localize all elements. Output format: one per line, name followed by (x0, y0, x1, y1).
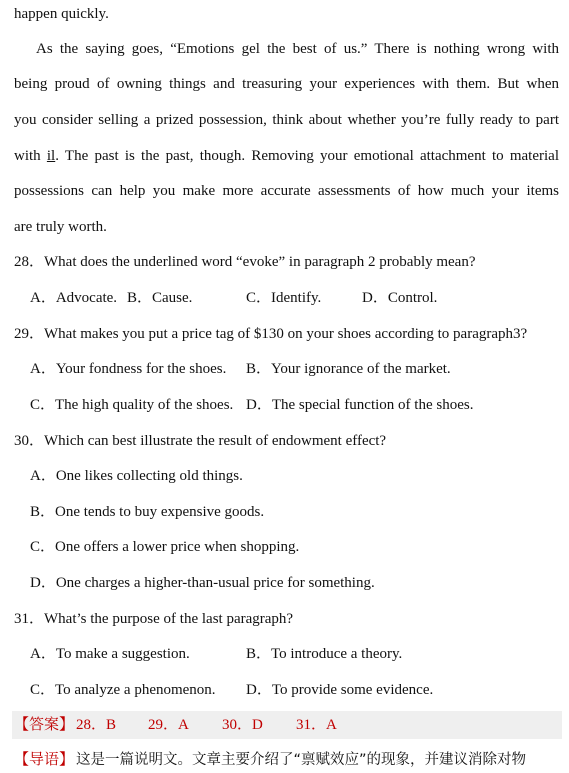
option-b: B．Your ignorance of the market. (246, 361, 451, 377)
option-a: A．One likes collecting old things. (30, 468, 243, 484)
passage-line: happen quickly. (14, 6, 109, 22)
option-a: A．Advocate. (30, 290, 118, 306)
question-stem: 28．What does the underlined word “evoke” in paragraph 2 probably mean? (14, 254, 476, 270)
option-b: B．Cause. (127, 290, 193, 306)
passage-text: with (14, 148, 47, 164)
passage-line: you consider selling a prized possession, think about whether you’re fully ready to part (14, 112, 559, 128)
question-stem: 31．What’s the purpose of the last paragraph? (14, 611, 294, 627)
guide-text: 这是一篇说明文。文章主要介绍了“禀赋效应”的现象，并建议消除对物 (76, 752, 527, 768)
option-b: B．One tends to buy expensive goods. (30, 504, 265, 520)
option-d: D．The special function of the shoes. (246, 397, 474, 413)
option-d: D．Control. (362, 290, 438, 306)
option-c: C．The high quality of the shoes. (30, 397, 234, 413)
answer-item: 28．B (76, 717, 117, 733)
option-d: D．To provide some evidence. (246, 682, 434, 698)
passage-line (14, 146, 559, 166)
passage-text: . The past is the past, though. Removing your emotional attachment to material (55, 148, 559, 164)
passage-line: are truly worth. (14, 219, 107, 235)
guide-label: 【导语】 (14, 752, 75, 768)
option-a: A．Your fondness for the shoes. (30, 361, 227, 377)
option-b: B．To introduce a theory. (246, 646, 403, 662)
passage-line: possessions can help you make more accurate assessments of how much your items (14, 183, 559, 199)
answer-item: 31．A (296, 717, 337, 733)
option-c: C．Identify. (246, 290, 322, 306)
passage-line: As the saying goes, “Emotions gel the best of us.” There is nothing wrong with (36, 41, 559, 57)
option-d: D．One charges a higher-than-usual price for something. (30, 575, 375, 591)
option-c: C．To analyze a phenomenon. (30, 682, 216, 698)
answer-item: 30．D (222, 717, 263, 733)
option-a: A．To make a suggestion. (30, 646, 190, 662)
underlined-word: il (46, 148, 56, 164)
answer-label: 【答案】 (14, 717, 75, 733)
question-stem: 30．Which can best illustrate the result of endowment effect? (14, 433, 387, 449)
question-stem: 29．What makes you put a price tag of $130 on your shoes according to paragraph3? (14, 326, 528, 342)
passage-line: being proud of owning things and treasuring your experiences with them. But when (14, 76, 559, 92)
option-c: C．One offers a lower price when shopping. (30, 539, 300, 555)
answer-item: 29．A (148, 717, 189, 733)
